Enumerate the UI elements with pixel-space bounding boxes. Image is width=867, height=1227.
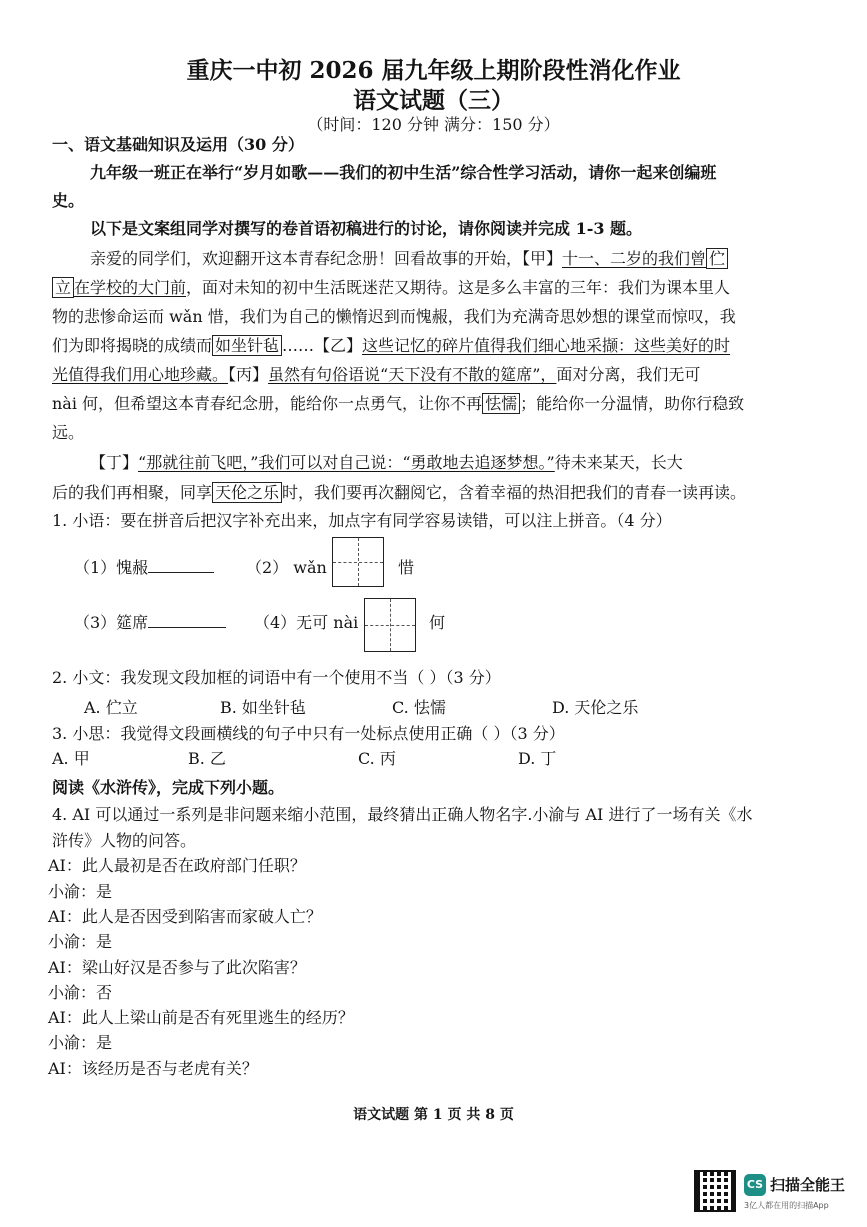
question-1-stem: 1. 小语：要在拼音后把汉字补充出来，加点字有同学容易读错，可以注上拼音。（4 分） bbox=[52, 511, 672, 530]
exam-title: 重庆一中初 2026 届九年级上期阶段性消化作业 bbox=[186, 57, 681, 84]
underlined-sentence-yi: 这些记忆的碎片值得我们细心地采撷：这些美好的时 bbox=[362, 336, 731, 355]
dialogue-line: AI：梁山好汉是否参与了此次陷害？ bbox=[48, 958, 306, 977]
underlined-sentence-ding: “那就往前飞吧，”我们可以对自己说：“勇敢地去追逐梦想。” bbox=[138, 453, 555, 472]
page-footer: 语文试题 第 1 页 共 8 页 bbox=[353, 1107, 514, 1123]
q1-item-3 bbox=[74, 608, 226, 638]
exam-meta: （时间：120 分钟 满分：150 分） bbox=[307, 115, 560, 134]
passage-line bbox=[52, 331, 730, 361]
answer-blank[interactable] bbox=[148, 554, 214, 573]
q1-item-4-suffix: 何 bbox=[429, 613, 446, 632]
camscanner-logo: CS bbox=[744, 1174, 766, 1196]
dialogue-line: AI：此人是否因受到陷害而家破人亡？ bbox=[48, 907, 322, 926]
underlined-sentence-yi: 光值得我们用心地珍藏。 bbox=[52, 365, 229, 384]
passage-line bbox=[90, 448, 683, 478]
passage-text: 面对分离，我们无可 bbox=[556, 365, 701, 384]
dialogue-line: 小渝：是 bbox=[48, 882, 113, 901]
passage-text: 们为即将揭晓的成绩而 bbox=[52, 336, 213, 355]
question-4-stem-line1: 4. AI 可以通过一系列是非问题来缩小范围，最终猜出正确人物名字.小渝与 AI 进行了一场有关《水 bbox=[52, 805, 753, 824]
answer-blank[interactable] bbox=[148, 609, 226, 628]
boxed-word: 天伦之乐 bbox=[212, 482, 282, 503]
passage-text: ……【乙】 bbox=[282, 336, 363, 355]
boxed-word: 怯懦 bbox=[482, 393, 520, 414]
passage-text: 【丙】 bbox=[228, 365, 269, 384]
underlined-sentence-bing: 虽然有句俗语说“天下没有不散的筵席”， bbox=[268, 365, 557, 384]
passage-line: 物的悲惨命运而 wǎn 惜，我们为自己的懒惰迟到而愧赧，我们为充满奇思妙想的课堂而惊叹，我 bbox=[52, 307, 736, 326]
dialogue-line: 小渝：否 bbox=[48, 983, 113, 1002]
boxed-word: 伫 bbox=[706, 248, 728, 269]
section-intro-line2: 史。 bbox=[52, 191, 85, 210]
section-heading: 一、语文基础知识及运用（30 分） bbox=[52, 135, 304, 154]
boxed-word: 立 bbox=[52, 277, 74, 298]
q2-option-a[interactable]: A. 伫立 bbox=[84, 698, 138, 717]
passage-text: 【丁】 bbox=[90, 453, 139, 472]
passage-line bbox=[52, 273, 730, 303]
underlined-sentence-jia: 在学校的大门前 bbox=[74, 278, 187, 297]
q2-option-c[interactable]: C. 怯懦 bbox=[392, 698, 446, 717]
passage-text: 待未来某天，长大 bbox=[554, 453, 683, 472]
boxed-word: 如坐针毡 bbox=[212, 335, 282, 356]
dialogue-line: 小渝：是 bbox=[48, 932, 113, 951]
passage-text: ，面对未知的初中生活既迷茫又期待。这是多么丰富的三年：我们为课本里人 bbox=[186, 278, 731, 297]
tianzige-answer-box[interactable] bbox=[364, 598, 416, 652]
q1-item-2-suffix: 惜 bbox=[398, 558, 415, 577]
camscanner-tagline: 3亿人都在用的扫描App bbox=[744, 1201, 829, 1210]
question-2-stem: 2. 小文：我发现文段加框的词语中有一个使用不当（ ）（3 分） bbox=[52, 668, 501, 687]
scanner-watermark bbox=[694, 1170, 854, 1214]
dialogue-line: AI：此人最初是否在政府部门任职？ bbox=[48, 856, 306, 875]
qr-code-icon bbox=[694, 1170, 736, 1212]
underlined-sentence-jia: 十一、二岁的我们曾 bbox=[562, 249, 707, 268]
q2-option-b[interactable]: B. 如坐针毡 bbox=[220, 698, 306, 717]
passage-text: 亲爱的同学们，欢迎翻开这本青春纪念册！回看故事的开始，【甲】 bbox=[90, 249, 563, 268]
q3-option-c[interactable]: C. 丙 bbox=[358, 749, 396, 768]
dialogue-line: AI：此人上梁山前是否有死里逃生的经历？ bbox=[48, 1008, 354, 1027]
passage-text: 后的我们再相聚，同享 bbox=[52, 483, 213, 502]
q3-option-b[interactable]: B. 乙 bbox=[188, 749, 226, 768]
passage-line bbox=[90, 244, 728, 274]
passage-line bbox=[52, 389, 744, 419]
q3-option-a[interactable]: A. 甲 bbox=[52, 749, 90, 768]
section-intro-line1: 九年级一班正在举行“岁月如歌——我们的初中生活”综合性学习活动，请你一起来创编班 bbox=[90, 163, 717, 182]
q1-item-4-label: （4）无可 nài bbox=[254, 613, 359, 632]
q3-option-d[interactable]: D. 丁 bbox=[518, 749, 557, 768]
q1-item-label: （3）筵席 bbox=[74, 613, 149, 632]
camscanner-name: 扫描全能王 bbox=[770, 1176, 846, 1194]
reading-heading: 阅读《水浒传》，完成下列小题。 bbox=[52, 778, 285, 797]
question-4-stem-line2: 浒传》人物的问答。 bbox=[52, 831, 197, 850]
passage-line bbox=[52, 360, 700, 390]
exam-subtitle: 语文试题（三） bbox=[353, 87, 514, 114]
passage-text: 时，我们要再次翻阅它，含着幸福的热泪把我们的青春一读再读。 bbox=[282, 483, 747, 502]
question-3-stem: 3. 小思：我觉得文段画横线的句子中只有一处标点使用正确（ ）（3 分） bbox=[52, 724, 565, 743]
tianzige-answer-box[interactable] bbox=[332, 537, 384, 587]
dialogue-line: 小渝：是 bbox=[48, 1033, 113, 1052]
passage-line bbox=[52, 478, 746, 508]
passage-text: ；能给你一分温情，助你行稳致 bbox=[520, 394, 745, 413]
dialogue-line: AI：该经历是否与老虎有关？ bbox=[48, 1059, 258, 1078]
passage-line: 远。 bbox=[52, 423, 85, 442]
q1-item-label: （1）愧赧 bbox=[74, 558, 149, 577]
q1-item-1 bbox=[74, 553, 214, 583]
passage-text: nài 何，但希望这本青春纪念册，能给你一点勇气，让你不再 bbox=[52, 394, 483, 413]
q2-option-d[interactable]: D. 天伦之乐 bbox=[552, 698, 639, 717]
section-intro-discussion: 以下是文案组同学对撰写的卷首语初稿进行的讨论，请你阅读并完成 1-3 题。 bbox=[90, 219, 643, 238]
q1-item-2-label: （2） wǎn bbox=[246, 558, 327, 577]
